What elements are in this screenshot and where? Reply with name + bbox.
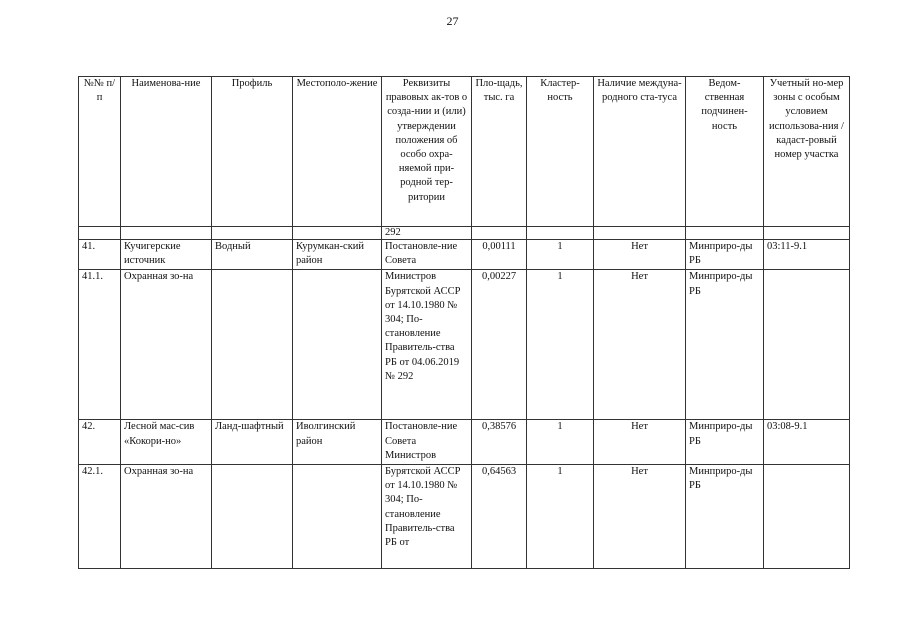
row-act: Постановле-ние Совета Министров	[382, 420, 472, 465]
row-reg-number	[764, 465, 850, 569]
header-num: №№ п/п	[79, 77, 121, 227]
row-area: 0,38576	[472, 420, 527, 465]
row-cluster: 1	[527, 240, 594, 270]
continuation-row	[79, 227, 850, 240]
row-num: 42.	[79, 420, 121, 465]
header-row	[79, 77, 850, 227]
table-cell	[472, 227, 527, 240]
table-row	[79, 420, 850, 465]
row-profile: Водный	[212, 240, 293, 270]
row-department: Минприро-ды РБ	[686, 420, 764, 465]
row-area: 0,00111	[472, 240, 527, 270]
table-row	[79, 465, 850, 569]
row-location: Курумкан-ский район	[293, 240, 382, 270]
row-name: Лесной мас-сив «Кокори-но»	[121, 420, 212, 465]
row-intl-status: Нет	[594, 240, 686, 270]
row-intl-status: Нет	[594, 270, 686, 420]
row-num: 42.1.	[79, 465, 121, 569]
row-location: Иволгинский район	[293, 420, 382, 465]
row-num: 41.1.	[79, 270, 121, 420]
row-profile	[212, 465, 293, 569]
row-profile: Ланд-шафтный	[212, 420, 293, 465]
table-cell	[212, 227, 293, 240]
table-cell	[527, 227, 594, 240]
row-location	[293, 270, 382, 420]
row-name: Охранная зо-на	[121, 270, 212, 420]
header-cluster: Кластер-ность	[527, 77, 594, 227]
continuation-act-cell: 292	[382, 227, 472, 240]
header-registration-number: Учетный но-мер зоны с особым условием использова-ния / кадаст-ровый номер участка	[764, 77, 850, 227]
protected-areas-table	[78, 76, 850, 569]
table-cell	[686, 227, 764, 240]
row-reg-number	[764, 270, 850, 420]
header-name: Наименова-ние	[121, 77, 212, 227]
header-department: Ведом-ственная подчинен-ность	[686, 77, 764, 227]
row-cluster: 1	[527, 465, 594, 569]
row-name: Кучигерские источник	[121, 240, 212, 270]
header-area: Пло-щадь, тыс. га	[472, 77, 527, 227]
table-cell	[79, 227, 121, 240]
row-intl-status: Нет	[594, 420, 686, 465]
row-intl-status: Нет	[594, 465, 686, 569]
row-department: Минприро-ды РБ	[686, 240, 764, 270]
page-number: 27	[446, 14, 459, 28]
row-act: Министров Бурятской АССР от 14.10.1980 № 304; По-становление Правитель-ства РБ от 04.06.2019 № 292	[382, 270, 472, 420]
row-cluster: 1	[527, 420, 594, 465]
row-cluster: 1	[527, 270, 594, 420]
row-reg-number: 03:11-9.1	[764, 240, 850, 270]
row-area: 0,00227	[472, 270, 527, 420]
row-act: Бурятской АССР от 14.10.1980 № 304; По-становление Правитель-ства РБ от	[382, 465, 472, 569]
table-row	[79, 270, 850, 420]
row-profile	[212, 270, 293, 420]
table-cell	[121, 227, 212, 240]
row-reg-number: 03:08-9.1	[764, 420, 850, 465]
row-department: Минприро-ды РБ	[686, 465, 764, 569]
header-international-status: Наличие междуна-родного ста-туса	[594, 77, 686, 227]
row-num: 41.	[79, 240, 121, 270]
row-department: Минприро-ды РБ	[686, 270, 764, 420]
table-cell	[764, 227, 850, 240]
row-location	[293, 465, 382, 569]
table-row	[79, 240, 850, 270]
table-cell	[594, 227, 686, 240]
header-location: Местополо-жение	[293, 77, 382, 227]
row-area: 0,64563	[472, 465, 527, 569]
header-legal-acts: Реквизиты правовых ак-тов о созда-нии и (или) утверждении положения об особо охра-няемой при-родной тер-ритории	[382, 77, 472, 227]
table-cell	[293, 227, 382, 240]
row-act: Постановле-ние Совета	[382, 240, 472, 270]
header-profile: Профиль	[212, 77, 293, 227]
row-name: Охранная зо-на	[121, 465, 212, 569]
